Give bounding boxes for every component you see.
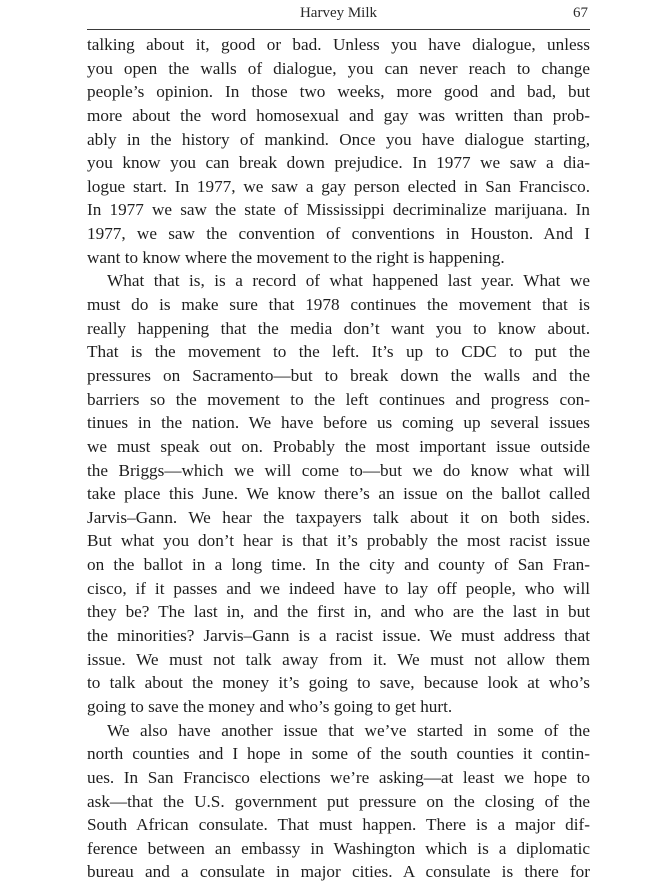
running-head-title: Harvey Milk: [299, 5, 378, 21]
text-line: on the ballot in a long time. In the city and county of San Fran-: [87, 555, 590, 575]
text-line: to talk about the money it’s going to save, because look at who’s: [87, 673, 590, 693]
text-line: But what you don’t hear is that it’s probably the most racist issue: [87, 531, 590, 551]
text-line: more about the word homosexual and gay was written than prob-: [87, 105, 590, 125]
text-line: What that is, is a record of what happened last year. What we: [107, 271, 590, 291]
text-line: the minorities? Jarvis–Gann is a racist issue. We must address that: [87, 626, 590, 646]
text-line: Jarvis–Gann. We hear the taxpayers talk about it on both sides.: [87, 507, 590, 527]
page-number: 67: [573, 5, 588, 21]
book-page: [87, 0, 590, 884]
text-line: must do is make sure that 1978 continues the movement that is: [87, 295, 590, 315]
text-line: the Briggs—which we will come to—but we do know what will: [87, 460, 590, 480]
text-line: really happening that the media don’t want you to know about.: [87, 318, 590, 338]
text-line: talking about it, good or bad. Unless you have dialogue, unless: [87, 35, 590, 54]
text-line: ask—that the U.S. government put pressure on the closing of the: [87, 791, 590, 811]
text-line: ably in the history of mankind. Once you have dialogue starting,: [87, 129, 590, 149]
text-line: going to save the money and who’s going to get hurt.: [87, 696, 453, 716]
text-line: That is the movement to the left. It’s up to CDC to put the: [87, 342, 590, 362]
text-line: take place this June. We know there’s an issue on the ballot called: [87, 484, 590, 504]
text-line: In 1977 we saw the state of Mississippi decriminalize marijuana. In: [87, 200, 590, 220]
paragraph: [87, 33, 590, 269]
text-line: ues. In San Francisco elections we’re asking—at least we hope to: [87, 767, 590, 787]
paragraph: [87, 269, 590, 718]
text-line: they be? The last in, and the first in, and who are the last in but: [87, 602, 590, 622]
text-line: We also have another issue that we’ve started in some of the: [107, 720, 590, 740]
text-line: north counties and I hope in some of the south counties it contin-: [87, 744, 590, 764]
text-line: pressures on Sacramento—but to break down the walls and the: [87, 365, 590, 385]
text-line: issue. We must not talk away from it. We must not allow them: [87, 649, 590, 669]
text-line: people’s opinion. In those two weeks, more good and bad, but: [87, 82, 590, 102]
text-line: you know you can break down prejudice. In 1977 we saw a dia-: [87, 153, 590, 173]
text-line: cisco, if it passes and we indeed have to lay off people, who will: [87, 578, 590, 598]
text-line: want to know where the movement to the right is happening.: [87, 247, 505, 267]
text-line: we must speak out on. Probably the most important issue outside: [87, 436, 590, 456]
paragraph: [87, 719, 590, 884]
text-line: South African consulate. That must happen. There is a major dif-: [87, 815, 590, 835]
text-line: ference between an embassy in Washington which is a diplomatic: [87, 838, 590, 858]
text-line: bureau and a consulate in major cities. A consulate is there for: [87, 862, 590, 882]
text-line: 1977, we saw the convention of conventions in Houston. And I: [87, 224, 590, 244]
text-line: tinues in the nation. We have before us coming up several issues: [87, 413, 590, 433]
text-line: barriers so the movement to the left continues and progress con-: [87, 389, 590, 409]
text-line: logue start. In 1977, we saw a gay person elected in San Francisco.: [87, 176, 590, 196]
body-text: [87, 33, 590, 884]
text-line: you open the walls of dialogue, you can never reach to change: [87, 58, 590, 78]
running-head: [87, 0, 590, 30]
